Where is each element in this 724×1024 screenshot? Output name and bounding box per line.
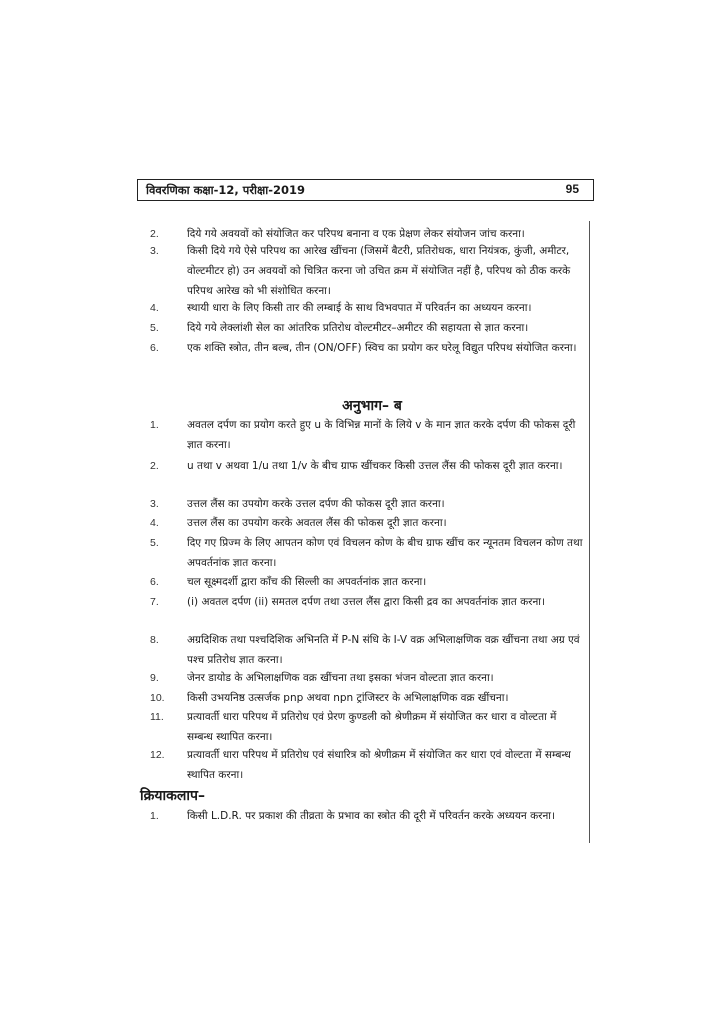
item-number: 4. [150, 302, 159, 314]
item-number: 5. [150, 322, 159, 334]
item-text: (i) अवतल दर्पण (ii) समतल दर्पण तथा उत्तल लैंस द्वारा किसी द्रव का अपवर्तनांक ज्ञात करना। [187, 596, 545, 608]
item-text: अग्रदिशिक तथा पश्चदिशिक अभिनति में P-N संधि के I-V वक्र अभिलाक्षणिक वक्र खींचना तथा अग्र एवं पश्च प्रतिरोध ज्ञात करना। [187, 634, 580, 666]
item-number: 12. [150, 749, 165, 761]
item-text: दिए गए प्रिज्म के लिए आपतन कोण एवं विचलन कोण के बीच ग्राफ खींच कर न्यूनतम विचलन कोण तथा अपवर्तनांक ज्ञात करना। [187, 537, 583, 569]
item-text: u तथा v अथवा 1/u तथा 1/v के बीच ग्राफ खींचकर किसी उत्तल लैंस की फोकस दूरी ज्ञात करना। [187, 460, 563, 472]
item-number: 3. [150, 245, 159, 257]
item-text: किसी उभयनिष्ठ उत्सर्जक pnp अथवा npn ट्रांजिस्टर के अभिलाक्षणिक वक्र खींचना। [187, 692, 509, 704]
item-number: 9. [150, 672, 159, 684]
item-number: 11. [150, 711, 164, 723]
item-number: 7. [150, 596, 159, 608]
item-text: एक शक्ति स्त्रोत, तीन बल्ब, तीन (ON/OFF) स्विच का प्रयोग कर घरेलू विद्युत परिपथ संयोजित करना। [187, 342, 577, 354]
item-number: 2. [150, 460, 159, 472]
item-text: स्थायी धारा के लिए किसी तार की लम्बाई के साथ विभवपात में परिवर्तन का अध्ययन करना। [187, 302, 532, 314]
header-title: विवरणिका कक्षा-12, परीक्षा-2019 [146, 183, 305, 197]
item-text: दिये गये लेक्लांशी सेल का आंतरिक प्रतिरोध वोल्टमीटर–अमीटर की सहायता से ज्ञात करना। [187, 322, 529, 334]
item-number: 6. [150, 342, 159, 354]
page-number: 95 [565, 182, 579, 196]
item-number: 3. [150, 498, 159, 510]
item-text: उत्तल लैंस का उपयोग करके अवतल लैंस की फोकस दूरी ज्ञात करना। [187, 517, 447, 529]
item-number: 4. [150, 517, 159, 529]
item-number: 6. [150, 576, 159, 588]
item-number: 1. [150, 419, 159, 431]
item-text: उत्तल लैंस का उपयोग करके उत्तल दर्पण की फोकस दूरी ज्ञात करना। [187, 498, 445, 510]
page-header [137, 179, 594, 201]
item-text: प्रत्यावर्ती धारा परिपथ में प्रतिरोध एवं संधारित्र को श्रेणीक्रम में संयोजित कर धारा एवं वोल्टता में सम्बन्ध स्थापित करना। [187, 749, 571, 781]
item-text: किसी दिये गये ऐसे परिपथ का आरेख खींचना (जिसमें बैटरी, प्रतिरोधक, धारा नियंत्रक, कुंजी, अमीटर, वोल्टमीटर हो) उन अवयवों को चित्रित करना जो उचित क्रम में संयोजित नहीं है, परिपथ को ठीक करके परिपथ आरेख को भी संशोधित करना। [187, 245, 571, 297]
activities-heading: क्रियाकलाप– [140, 788, 205, 804]
item-number: 10. [150, 692, 165, 704]
item-number: 8. [150, 634, 159, 646]
item-text: प्रत्यावर्ती धारा परिपथ में प्रतिरोध एवं प्रेरण कुण्डली को श्रेणीक्रम में संयोजित कर धारा व वोल्टता में सम्बन्ध स्थापित करना। [187, 711, 557, 743]
item-text: दिये गये अवयवों को संयोजित कर परिपथ बनाना व एक प्रेक्षण लेकर संयोजन जांच करना। [187, 228, 525, 240]
item-text: जेनर डायोड के अभिलाक्षणिक वक्र खींचना तथा इसका भंजन वोल्टता ज्ञात करना। [187, 672, 494, 684]
item-number: 1. [150, 810, 159, 822]
section-heading: अनुभाग– ब [342, 398, 402, 414]
item-text: अवतल दर्पण का प्रयोग करते हुए u के विभिन्न मानों के लिये v के मान ज्ञात करके दर्पण की फोकस दूरी ज्ञात करना। [187, 419, 576, 451]
item-number: 2. [150, 228, 159, 240]
item-text: चल सूक्ष्मदर्शी द्वारा काँच की सिल्ली का अपवर्तनांक ज्ञात करना। [187, 576, 427, 588]
item-text: किसी L.D.R. पर प्रकाश की तीव्रता के प्रभाव का स्त्रोत की दूरी में परिवर्तन करके अध्ययन करना। [187, 810, 555, 822]
item-number: 5. [150, 537, 159, 549]
right-margin-rule [589, 221, 590, 843]
